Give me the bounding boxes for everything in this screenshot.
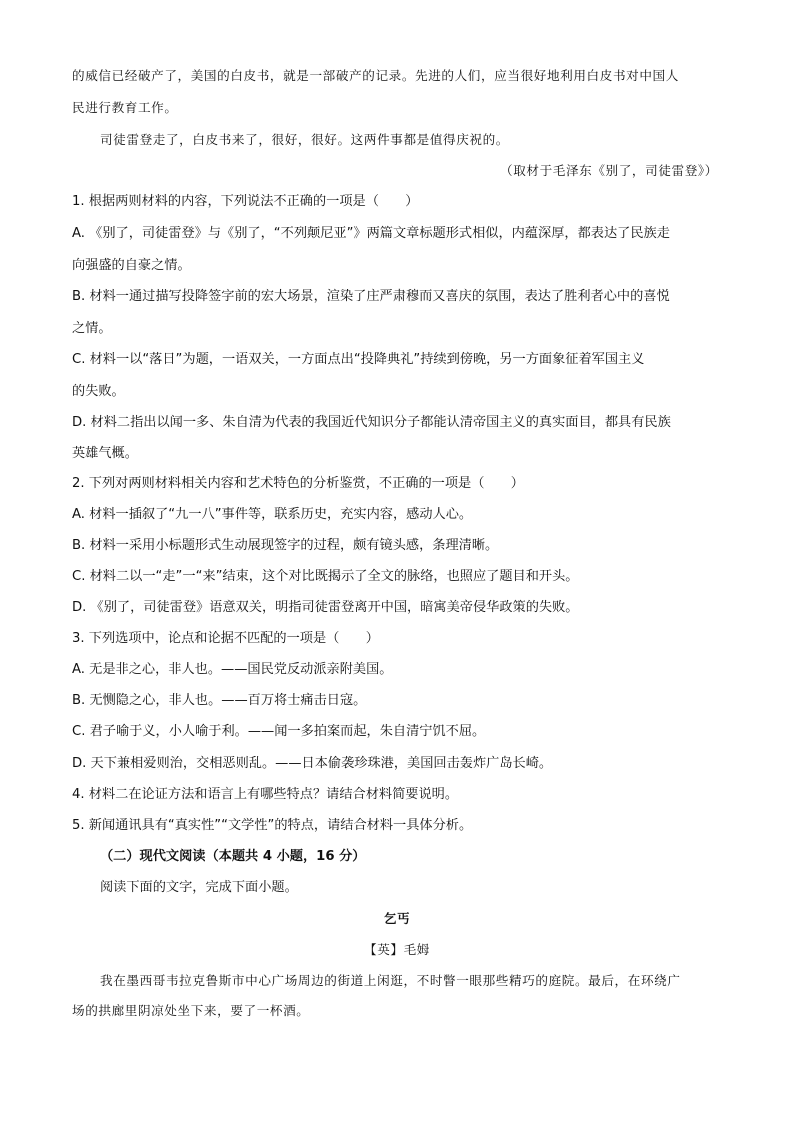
question-1-stem: 1. 根据两则材料的内容，下列说法不正确的一项是（ ） <box>72 194 419 209</box>
story-author: 【英】毛姆 <box>364 942 430 957</box>
story-title: 乞丐 <box>383 911 411 926</box>
question-5: 5. 新闻通讯具有“真实性”“文学性”的特点，请结合材料一具体分析。 <box>72 818 473 833</box>
question-2-option-a: A. 材料一插叙了“九一八”事件等，联系历史，充实内容，感动人心。 <box>72 507 473 522</box>
question-2-option-b: B. 材料一采用小标题形式生动展现签字的过程，颇有镜头感，条理清晰。 <box>72 538 499 553</box>
material-text-line: 的威信已经破产了，美国的白皮书，就是一部破产的记录。先进的人们，应当很好地利用白皮书对中国人 <box>72 68 679 83</box>
section-heading: （二）现代文阅读（本题共 4 小题，16 分） <box>100 849 366 864</box>
question-3-option-d: D. 天下兼相爱则治，交相恶则乱。——日本偷袭珍珠港，美国回击轰炸广岛长崎。 <box>72 756 553 771</box>
question-2-option-d: D. 《别了，司徒雷登》语意双关，明指司徒雷登离开中国，暗寓美帝侵华政策的失败。 <box>72 600 579 615</box>
question-3-stem: 3. 下列选项中，论点和论据不匹配的一项是（ ） <box>72 631 379 646</box>
question-3-option-b: B. 无恻隐之心，非人也。——百万将士痛击日寇。 <box>72 693 367 708</box>
material-text-line: 司徒雷登走了，白皮书来了，很好，很好。这两件事都是值得庆祝的。 <box>100 132 510 147</box>
story-paragraph-line: 场的拱廊里阴凉处坐下来，要了一杯酒。 <box>72 1003 310 1018</box>
story-paragraph-line: 我在墨西哥韦拉克鲁斯市中心广场周边的街道上闲逛，不时瞥一眼那些精巧的庭院。最后，在环绕广 <box>100 973 681 988</box>
question-1-option-b: B. 材料一通过描写投降签字前的宏大场景，渲染了庄严肃穆而又喜庆的氛围，表达了胜利者心中的喜悦 <box>72 289 670 304</box>
question-1-option-d: D. 材料二指出以闻一多、朱自清为代表的我国近代知识分子都能认清帝国主义的真实面目，都具有民族 <box>72 415 671 430</box>
question-3-option-a: A. 无是非之心，非人也。——国民党反动派亲附美国。 <box>72 662 393 677</box>
question-3-option-c: C. 君子喻于义，小人喻于利。——闻一多拍案而起，朱自清宁饥不屈。 <box>72 724 486 739</box>
question-4: 4. 材料二在论证方法和语言上有哪些特点？请结合材料简要说明。 <box>72 787 459 802</box>
question-1-option-c: C. 材料一以“落日”为题，一语双关，一方面点出“投降典礼”持续到傍晚，另一方面象征着军国主义 <box>72 352 645 367</box>
question-1-option-c-cont: 的失败。 <box>72 384 125 399</box>
question-1-option-d-cont: 英雄气概。 <box>72 446 138 461</box>
source-citation: （取材于毛泽东《别了，司徒雷登》） <box>500 163 718 178</box>
section-instruction: 阅读下面的文字，完成下面小题。 <box>100 880 298 895</box>
question-1-option-a: A. 《别了，司徒雷登》与《别了，“不列颠尼亚”》两篇文章标题形式相似，内蕴深厚，都表达了民族走 <box>72 226 670 241</box>
question-1-option-a-cont: 向强盛的自豪之情。 <box>72 258 191 273</box>
question-2-stem: 2. 下列对两则材料相关内容和艺术特色的分析鉴赏，不正确的一项是（ ） <box>72 476 524 491</box>
question-2-option-c: C. 材料二以一“走”一“来”结束，这个对比既揭示了全文的脉络，也照应了题目和开头。 <box>72 569 579 584</box>
material-text-line: 民进行教育工作。 <box>72 100 178 115</box>
question-1-option-b-cont: 之情。 <box>72 321 112 336</box>
